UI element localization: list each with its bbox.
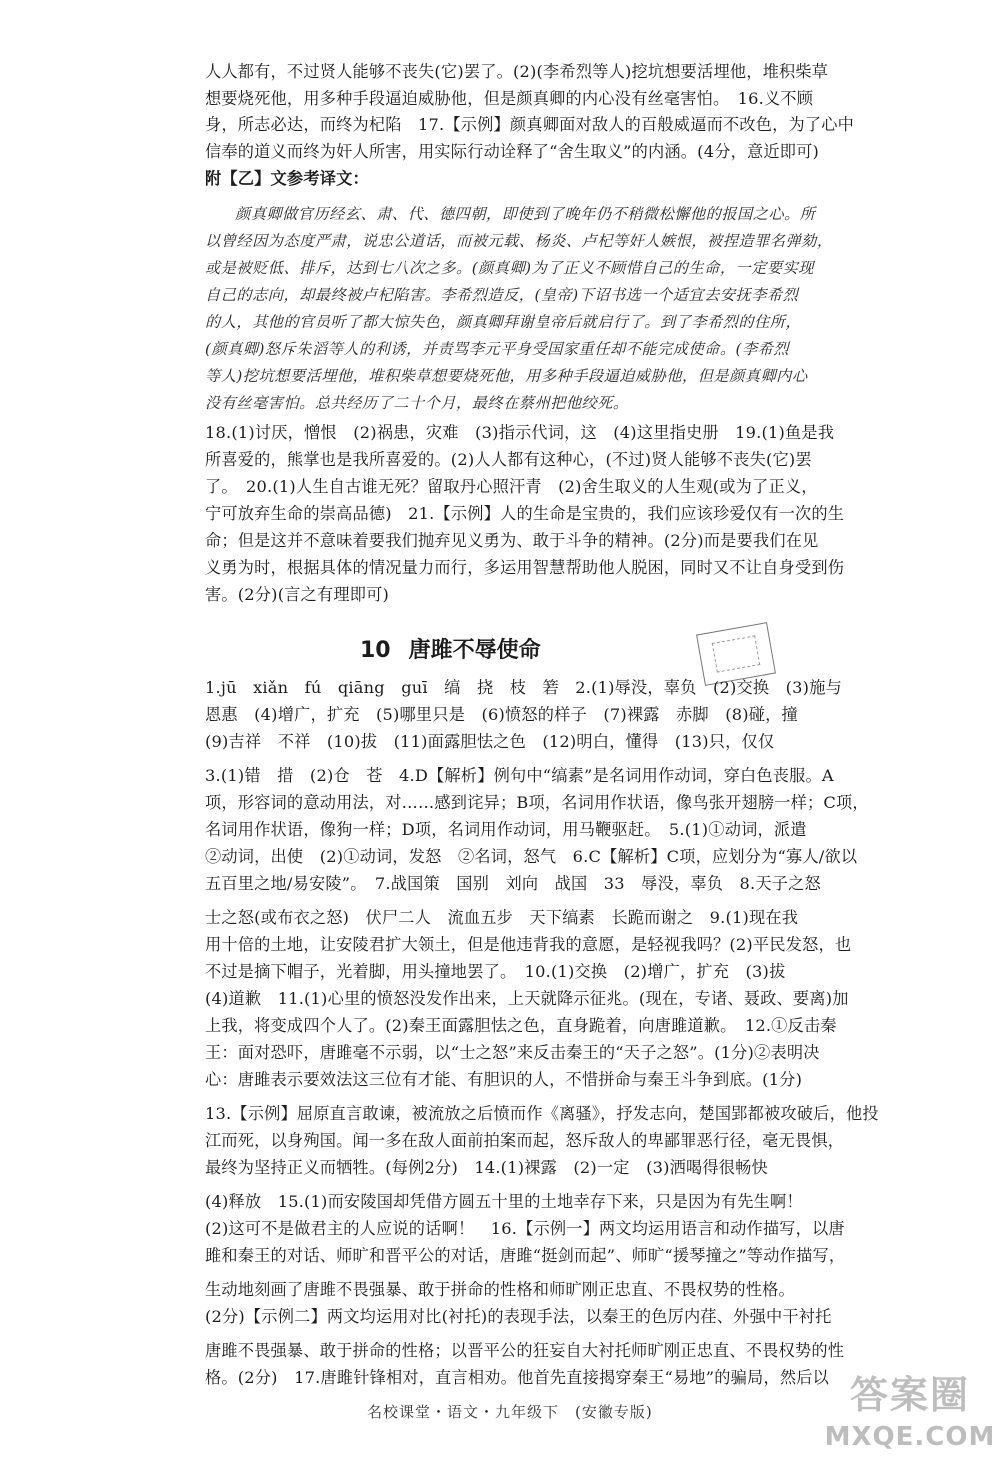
text-line: 五百里之地/易安陵”。 7.战国策 国别 刘向 战国 33 辱没，辜负 8.天子之怒	[205, 874, 821, 893]
text-line: 所喜爱的，熊掌也是我所喜爱的。(2)人人都有这种心，(不过)贤人能够不丧失(它)罢	[205, 450, 812, 469]
watermark-logo	[820, 1370, 1000, 1471]
text-line: 命；但是这并不意味着要我们抛弃见义勇为、敢于斗争的精神。(2分)而是要我们在见	[205, 531, 819, 550]
text-line: 心：唐雎表示要效法这三位有才能、有胆识的人，不惜拼命与秦王斗争到底。(1分)	[205, 1070, 803, 1089]
text-line: 身，所志必达，而终为杞陷 17.【示例】颜真卿面对敌人的百般威逼而不改色，为了心中	[205, 115, 855, 134]
text-line: ②动词，出使 (2)①动词，发怒 ②名词，怒气 6.C【解析】C项，应划分为“寡人/欲以	[205, 847, 858, 866]
text-line: 1.jū xiǎn fú qiāng guī 缟 挠 枝 箬 2.(1)辱没，辜负 (2)交换 (3)施与	[205, 678, 842, 697]
text-line: 上我，将变成四个人了。(2)秦王面露胆怯之色，直身跪着，向唐雎道歉。 12.①反击秦	[205, 1016, 837, 1035]
text-line: (4)道歉 11.(1)心里的愤怒没发作出来，上天就降示征兆。(现在，专诸、聂政、要离)加	[205, 989, 849, 1008]
text-line: 13.【示例】屈原直言敢谏，被流放之后愤而作《离骚》，抒发志向，楚国郢都被攻破后，他投	[205, 1104, 879, 1123]
text-line: 18.(1)讨厌，憎恨 (2)祸患，灾难 (3)指示代词，这 (4)这里指史册 19.(1)鱼是我	[205, 423, 835, 442]
text-line: 项，形容词的意动用法，对……感到诧异；B项，名词用作状语，像鸟张开翅膀一样；C项，	[205, 793, 869, 812]
text-line: 3.(1)错 措 (2)仓 苍 4.D【解析】例句中“缟素”是名词用作动词，穿白色丧服。A	[205, 766, 834, 785]
text-line: 义勇为时，根据具体的情况量力而行，多运用智慧帮助他人脱困，同时又不让自身受到伤	[205, 558, 845, 577]
text-line: (9)吉祥 不祥 (10)拔 (11)面露胆怯之色 (12)明白，懂得 (13)只，仅仅	[205, 732, 775, 751]
text-line: (4)释放 15.(1)而安陵国却凭借方圆五十里的土地幸存下来，只是因为有先生啊！	[205, 1192, 803, 1211]
translation-heading: 附【乙】文参考译文：	[205, 169, 369, 188]
text-line: 江而死，以身殉国。闻一多在敌人面前拍案而起，怒斥敌人的卑鄙罪恶行径，毫无畏惧，	[205, 1131, 845, 1150]
text-line: 了。 20.(1)人生自古谁无死？留取丹心照汗青 (2)舍生取义的人生观(或为了正义，	[205, 477, 818, 496]
text-line: 生动地刻画了唐雎不畏强暴、敢于拼命的性格和师旷刚正忠直、不畏权势的性格。	[205, 1280, 795, 1299]
text-line: 信奉的道义而终为奸人所害，用实际行动诠释了“舍生取义”的内涵。(4分，意近即可)	[205, 142, 820, 161]
text-line: 士之怒(或布衣之怒) 伏尸二人 流血五步 天下缟素 长跪而谢之 9.(1)现在我	[205, 908, 799, 927]
translation-line: 的人，其他的官员听了都大惊失色，颜真卿拜谢皇帝后就启行了。到了李希烈的住所，	[205, 313, 802, 331]
translation-line: 等人)挖坑想要活埋他，堆积柴草想要烧死他，用多种手段逼迫威胁他，但是颜真卿内心	[205, 367, 808, 385]
translation-line: 颜真卿做官历经玄、肃、代、德四朝，即使到了晚年仍不稍微松懈他的报国之心。所	[235, 205, 816, 223]
text-line: 名词用作状语，像狗一样；D项，名词用作动词，用马鞭驱赶。 5.(1)①动词，派遣	[205, 820, 807, 839]
text-line: 王：面对恐吓，唐雎毫不示弱，以“士之怒”来反击秦王的“天子之怒”。(1分)②表明决	[205, 1043, 820, 1062]
watermark-top: 答案圈	[849, 1373, 970, 1417]
text-line: 格。(2分) 17.唐雎针锋相对，直言相劝。他首先直接揭穿秦王“易地”的骗局，然后以	[205, 1368, 829, 1387]
page-footer: 名校课堂・语文・九年级下 (安徽专版)	[367, 1403, 653, 1421]
translation-line: 自己的志向，却最终被卢杞陷害。李希烈造反，(皇帝)下诏书选一个适宜去安抚李希烈	[205, 286, 799, 304]
translation-line: (颜真卿)怒斥朱滔等人的利诱，并责骂李元平身受国家重任却不能完成使命。(李希烈	[205, 340, 790, 358]
text-line: 宁可放弃生命的崇高品德) 21.【示例】人的生命是宝贵的，我们应该珍爱仅有一次的生	[205, 504, 845, 523]
text-line: 用十倍的土地，让安陵君扩大领土，但是他违背我的意愿，是轻视我吗？(2)平民发怒，也	[205, 935, 852, 954]
text-line: 害。(2分)(言之有理即可)	[205, 585, 390, 604]
text-line: 恩惠 (4)增广，扩充 (5)哪里只是 (6)愤怒的样子 (7)裸露 赤脚 (8)碰，撞	[205, 705, 798, 724]
text-line: 雎和秦王的对话、师旷和晋平公的对话，唐雎“挺剑而起”、师旷“援琴撞之”等动作描写，	[205, 1246, 846, 1265]
text-line: (2)这可不是做君主的人应说的话啊！ 16.【示例一】两文均运用语言和动作描写，以唐	[205, 1219, 845, 1238]
translation-line: 没有丝毫害怕。总共经历了二十个月，最终在蔡州把他绞死。	[205, 394, 629, 412]
text-line: 人人都有，不过贤人能够不丧失(它)罢了。(2)(李希烈等人)挖坑想要活埋他，堆积柴草	[205, 62, 829, 81]
translation-line: 以曾经因为态度严肃，说忠公道话，而被元载、杨炎、卢杞等奸人嫉恨，被捏造罪名弹劾，	[205, 232, 833, 250]
text-line: 想要烧死他，用多种手段逼迫威胁他，但是颜真卿的内心没有丝毫害怕。 16.义不顾	[205, 89, 814, 108]
watermark-bottom: MXQE.COM	[824, 1422, 996, 1452]
section-title	[360, 637, 660, 665]
text-line: 最终为坚持正义而牺牲。(每例2分) 14.(1)裸露 (2)一定 (3)洒喝得很畅快	[205, 1158, 768, 1177]
section-title-text: 唐雎不辱使命	[408, 638, 541, 663]
translation-line: 或是被贬低、排斥，达到七八次之多。(颜真卿)为了正义不顾惜自己的生命，一定要实现	[205, 259, 814, 277]
section-number: 10	[360, 638, 391, 663]
text-line: 不过是摘下帽子，光着脚，用头撞地罢了。 10.(1)交换 (2)增广，扩充 (3)拔	[205, 962, 786, 981]
text-line: 唐雎不畏强暴、敢于拼命的性格；以晋平公的狂妄自大衬托师旷刚正忠直、不畏权势的性	[205, 1341, 845, 1360]
text-line: (2分)【示例二】两文均运用对比(衬托)的表现手法，以秦王的色厉内荏、外强中干衬托	[205, 1307, 832, 1326]
